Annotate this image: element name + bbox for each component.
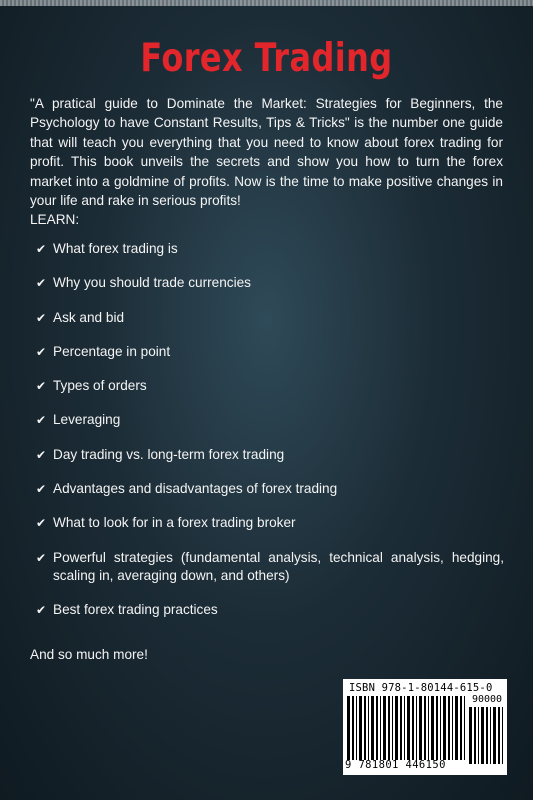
barcode-stripe [424, 696, 426, 760]
barcode-stripe [486, 707, 488, 764]
barcode-stripe [356, 696, 357, 760]
list-item [36, 480, 504, 499]
barcode-stripe [388, 696, 390, 760]
price-code: 90000 [471, 694, 503, 705]
barcode-stripe [460, 696, 462, 760]
learn-heading: LEARN: [30, 212, 80, 227]
barcode-stripe [490, 707, 491, 764]
list-item [36, 377, 504, 396]
list-item-text: Types of orders [53, 378, 147, 394]
list-item [36, 514, 504, 533]
list-item [36, 601, 504, 620]
check-icon: ✔ [36, 413, 47, 428]
check-icon: ✔ [36, 242, 47, 256]
barcode-addon-bars [469, 707, 503, 764]
barcode-stripe [407, 696, 410, 760]
list-item [36, 309, 504, 328]
list-item [36, 446, 504, 465]
barcode-bars [347, 696, 465, 760]
barcode-stripe [364, 696, 366, 760]
list-item-text: Why you should trade currencies [53, 275, 251, 291]
barcode-stripe [368, 696, 369, 760]
list-item [36, 240, 504, 259]
barcode-stripe [395, 696, 398, 760]
barcode-stripe [383, 696, 386, 760]
list-item-text: Powerful strategies (fundamental analysis, technical analysis, hedging, scaling in, averaging down, and others) [53, 549, 504, 584]
barcode-stripe [376, 696, 378, 760]
learn-list [36, 240, 504, 636]
barcode-stripe [400, 696, 402, 760]
check-icon: ✔ [36, 603, 47, 618]
barcode-stripe [347, 696, 350, 760]
outro-text: And so much more! [30, 647, 148, 662]
top-border-decoration [0, 0, 533, 6]
barcode-stripe [419, 696, 422, 760]
list-item-text: Leveraging [53, 412, 121, 428]
barcode-stripe [352, 696, 354, 760]
list-item [36, 274, 504, 293]
check-icon: ✔ [36, 344, 47, 359]
check-icon: ✔ [36, 379, 47, 394]
barcode-stripe [448, 696, 450, 760]
check-icon: ✔ [36, 550, 47, 565]
list-item-text: Percentage in point [53, 343, 171, 359]
barcode-stripe [436, 696, 438, 760]
ean-digits: 9 781801 446150 [345, 759, 446, 771]
barcode-stripe [440, 696, 441, 760]
barcode-stripe [474, 707, 476, 764]
barcode-stripe [498, 707, 500, 764]
barcode [343, 679, 507, 775]
list-item-text: Best forex trading practices [53, 602, 218, 618]
list-item-text: Day trading vs. long-term forex trading [53, 446, 285, 462]
barcode-stripe [428, 696, 429, 760]
barcode-stripe [359, 696, 362, 760]
barcode-stripe [392, 696, 393, 760]
list-item-text: Ask and bid [53, 309, 125, 325]
barcode-stripe [502, 707, 503, 764]
barcode-stripe [469, 707, 472, 764]
list-item [36, 411, 504, 430]
list-item-text: Advantages and disadvantages of forex trading [53, 481, 338, 497]
barcode-stripe [455, 696, 458, 760]
list-item [36, 343, 504, 362]
list-item-text: What to look for in a forex trading broker [53, 515, 296, 531]
check-icon: ✔ [36, 276, 47, 291]
check-icon: ✔ [36, 516, 47, 531]
intro-paragraph: "A pratical guide to Dominate the Market: Strategies for Beginners, the Psychology to have Constant Results, Tips & Tricks" is the number one guide that will teach you everything that you need to know about forex trading for profit. This book unveils the secrets and show you how to turn the forex market into a goldmine of profits. Now is the time to make positive changes in your life and rake in serious profits! [30, 96, 503, 209]
barcode-stripe [464, 696, 465, 760]
check-icon: ✔ [36, 310, 47, 325]
barcode-stripe [478, 707, 479, 764]
barcode-stripe [481, 707, 484, 764]
barcode-stripe [493, 707, 496, 764]
book-title: Forex Trading [140, 36, 393, 81]
barcode-stripe [443, 696, 446, 760]
barcode-stripe [416, 696, 417, 760]
barcode-stripe [404, 696, 405, 760]
barcode-stripe [412, 696, 414, 760]
barcode-stripe [371, 696, 374, 760]
list-item-text: What forex trading is [53, 241, 178, 256]
barcode-stripe [452, 696, 453, 760]
barcode-stripe [380, 696, 381, 760]
barcode-stripe [431, 696, 434, 760]
isbn-text: ISBN 978-1-80144-615-0 [349, 682, 493, 694]
list-item [36, 549, 504, 586]
check-icon: ✔ [36, 482, 47, 497]
check-icon: ✔ [36, 447, 47, 462]
